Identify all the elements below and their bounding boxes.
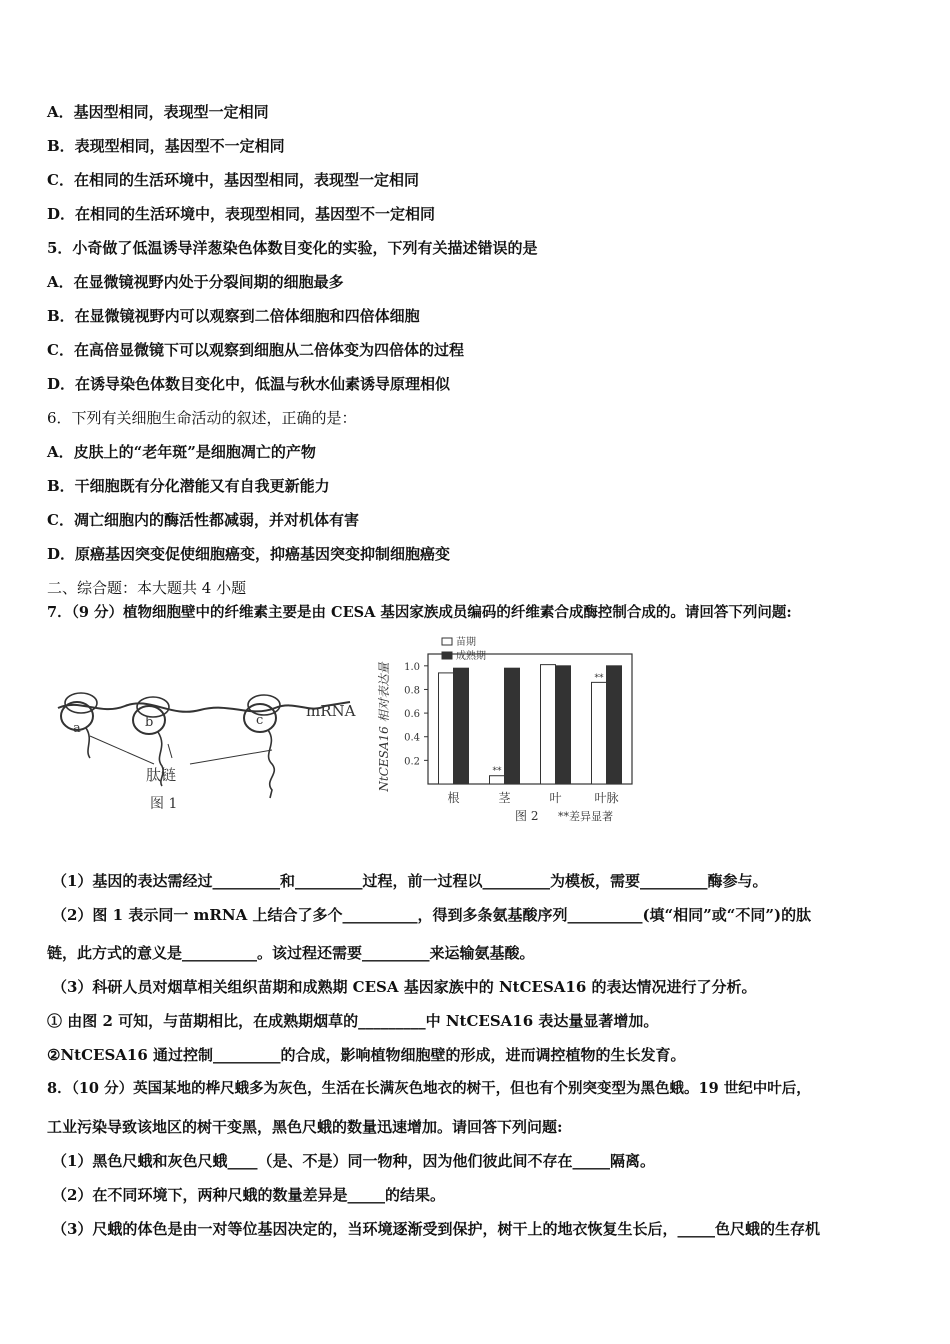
x-tick-label: 茎 <box>498 791 511 805</box>
significance-mark: ** <box>594 673 604 684</box>
q7-part-2-cont: 链，此方式的意义是__________。该过程还需要_________来运输氨基酸。 <box>47 944 535 962</box>
y-tick-label: 0.6 <box>404 709 420 721</box>
pointer-line-c <box>190 750 272 764</box>
peptide-chain-label: 肽链 <box>146 766 177 784</box>
q5-option-d: D．在诱导染色体数目变化中，低温与秋水仙素诱导原理相似 <box>47 375 451 393</box>
y-tick-label: 1.0 <box>404 661 420 673</box>
pointer-line-b <box>168 744 172 758</box>
figure-2-caption: 图 2 <box>515 809 539 823</box>
q5-option-a: A．在显微镜视野内处于分裂间期的细胞最多 <box>47 273 344 291</box>
ribosome-label-c: c <box>256 713 264 728</box>
figure-2-bar-chart <box>370 632 640 832</box>
q7-part-3-1: ① 由图 2 可知，与苗期相比，在成熟期烟草的_________中 NtCESA16 表达量显著增加。 <box>47 1012 659 1030</box>
figure-1-translation <box>50 640 370 820</box>
q6-option-d: D．原癌基因突变促使细胞癌变，抑癌基因突变抑制细胞癌变 <box>47 545 451 563</box>
bar-mature <box>454 668 469 784</box>
y-tick-label: 0.2 <box>404 756 420 768</box>
q8-part-3: （3）尺蛾的体色是由一对等位基因决定的，当环境逐渐受到保护，树干上的地衣恢复生长后，_____色尺蛾的生存机 <box>52 1220 820 1238</box>
bar-seedling <box>592 682 607 784</box>
x-tick-label: 叶 <box>549 791 562 805</box>
q7-part-2: （2）图 1 表示同一 mRNA 上结合了多个__________，得到多条氨基酸序列__________(填“相同”或“不同”)的肽 <box>52 906 812 924</box>
q7-stem: 7．（9 分）植物细胞壁中的纤维素主要是由 CESA 基因家族成员编码的纤维素合成酶控制合成的。请回答下列问题: <box>47 604 792 621</box>
x-tick-label: 叶脉 <box>594 791 619 805</box>
q7-part-1: （1）基因的表达需经过_________和_________过程，前一过程以_________为模板，需要_________酶参与。 <box>52 872 768 890</box>
q5-stem: 5．小奇做了低温诱导洋葱染色体数目变化的实验，下列有关描述错误的是 <box>47 239 538 257</box>
bar-seedling <box>541 665 556 784</box>
q4-option-a: A．基因型相同，表现型一定相同 <box>47 103 269 121</box>
legend-label-seedling: 苗期 <box>456 637 476 648</box>
ribosome-label-b: b <box>145 715 154 730</box>
q8-stem-line-1: 8．（10 分）英国某地的桦尺蛾多为灰色，生活在长满灰色地衣的树干，但也有个别突变型为黑色蛾。19 世纪中叶后， <box>47 1080 811 1097</box>
q7-part-3: （3）科研人员对烟草相关组织苗期和成熟期 CESA 基因家族中的 NtCESA16 的表达情况进行了分析。 <box>52 978 757 996</box>
bar-mature <box>607 666 622 784</box>
q6-stem: 6．下列有关细胞生命活动的叙述，正确的是： <box>47 409 357 427</box>
bar-seedling <box>439 673 454 784</box>
significance-note: **差异显著 <box>558 810 613 823</box>
q4-option-b: B．表现型相同，基因型不一定相同 <box>47 137 285 155</box>
q6-option-b: B．干细胞既有分化潜能又有自我更新能力 <box>47 477 330 495</box>
legend-swatch-mature <box>442 652 452 659</box>
q8-stem-line-2: 工业污染导致该地区的树干变黑，黑色尺蛾的数量迅速增加。请回答下列问题: <box>47 1118 563 1136</box>
q4-option-d: D．在相同的生活环境中，表现型相同，基因型不一定相同 <box>47 205 436 223</box>
bar-seedling <box>490 776 505 784</box>
significance-mark: ** <box>492 766 502 777</box>
q6-option-c: C．凋亡细胞内的酶活性都减弱，并对机体有害 <box>47 511 359 529</box>
y-tick-label: 0.4 <box>404 732 420 744</box>
ribosome-label-a: a <box>73 721 81 736</box>
q6-option-a: A．皮肤上的“老年斑”是细胞凋亡的产物 <box>47 443 316 461</box>
q8-part-1: （1）黑色尺蛾和灰色尺蛾____（是、不是）同一物种，因为他们彼此间不存在_____隔离。 <box>52 1152 655 1170</box>
q8-part-2: （2）在不同环境下，两种尺蛾的数量差异是_____的结果。 <box>52 1186 445 1204</box>
x-tick-label: 根 <box>447 791 460 805</box>
y-tick-label: 0.8 <box>404 685 420 697</box>
q7-part-3-2: ②NtCESA16 通过控制_________的合成，影响植物细胞壁的形成，进而调控植物的生长发育。 <box>47 1046 686 1064</box>
mrna-label: mRNA <box>306 702 356 720</box>
section-heading: 二、综合题：本大题共 4 小题 <box>47 579 247 597</box>
pointer-line-a <box>90 736 154 764</box>
q5-option-b: B．在显微镜视野内可以观察到二倍体细胞和四倍体细胞 <box>47 307 420 325</box>
figure-1-caption: 图 1 <box>150 796 178 812</box>
legend-swatch-seedling <box>442 638 452 645</box>
y-axis-title: NtCESA16 相对表达量 <box>377 662 391 792</box>
bar-mature <box>505 668 520 784</box>
q5-option-c: C．在高倍显微镜下可以观察到细胞从二倍体变为四倍体的过程 <box>47 341 464 359</box>
q4-option-c: C．在相同的生活环境中，基因型相同，表现型一定相同 <box>47 171 419 189</box>
bar-mature <box>556 666 571 784</box>
legend-label-mature: 成熟期 <box>456 651 486 662</box>
